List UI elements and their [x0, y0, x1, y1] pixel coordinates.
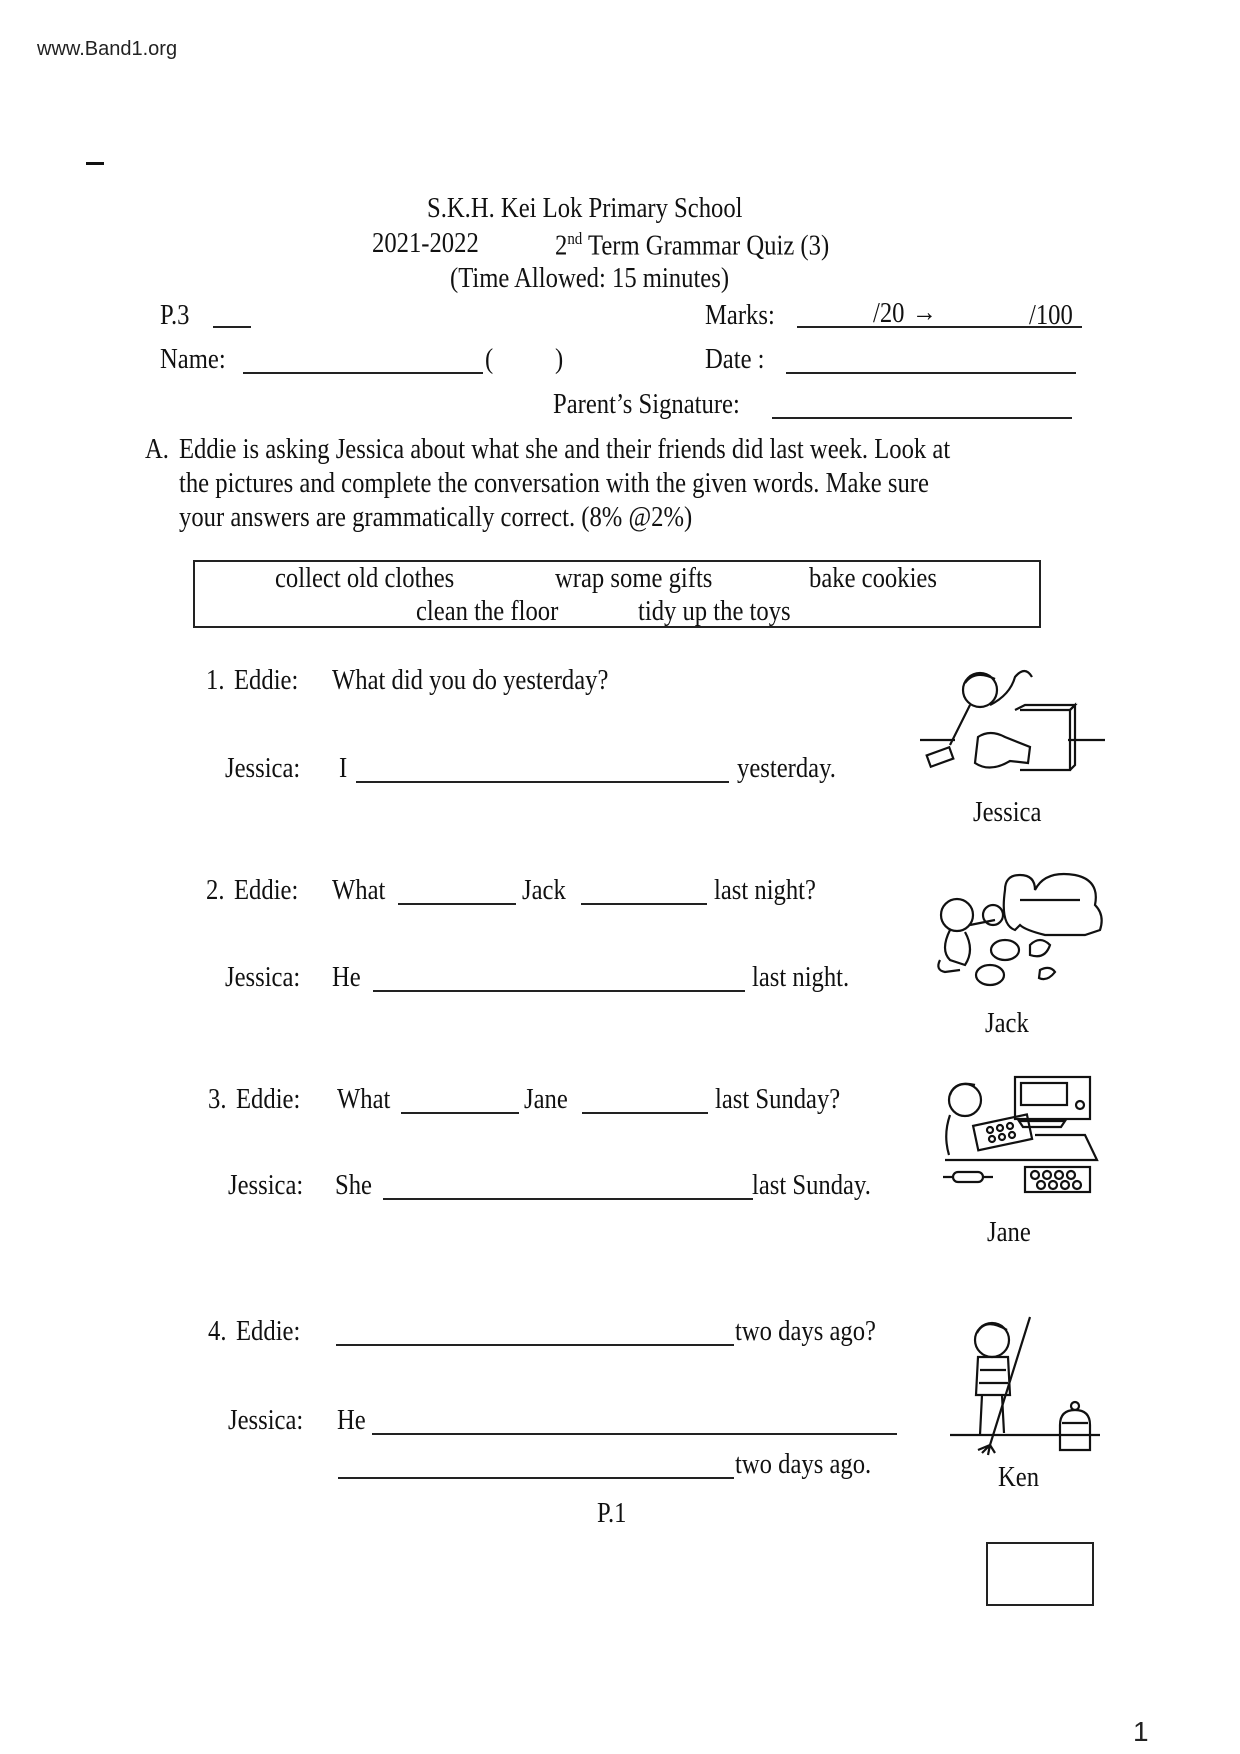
q1-answer-end: yesterday.	[737, 753, 836, 784]
q3-answer-end: last Sunday.	[752, 1170, 871, 1201]
date-label: Date :	[705, 344, 765, 375]
q2-question-part-3: last night?	[714, 875, 816, 906]
q2-answer-speaker: Jessica:	[225, 962, 301, 993]
class-number-open: (	[485, 344, 494, 375]
q1-speaker: Eddie:	[234, 665, 299, 696]
q3-answer-blank[interactable]	[383, 1198, 753, 1200]
name-label: Name:	[160, 344, 226, 375]
q3-number: 3.	[208, 1084, 227, 1115]
q4-answer-start: He	[337, 1405, 366, 1436]
q4-answer-speaker: Jessica:	[228, 1405, 304, 1436]
q3-answer-speaker: Jessica:	[228, 1170, 304, 1201]
school-year: 2021-2022	[372, 228, 479, 259]
jessica-picture	[920, 665, 1110, 785]
word-bank-item: tidy up the toys	[638, 596, 791, 627]
term-number: 2	[555, 230, 568, 262]
q2-question-blank-1[interactable]	[398, 903, 516, 905]
q3-answer-start: She	[335, 1170, 372, 1201]
word-bank	[193, 560, 1041, 628]
marks-label: Marks:	[705, 300, 775, 331]
word-bank-item: clean the floor	[416, 596, 559, 627]
instruction-line-3: your answers are grammatically correct. (8% @2%)	[179, 502, 693, 533]
school-name: S.K.H. Kei Lok Primary School	[427, 193, 743, 224]
picture-label-ken: Ken	[998, 1462, 1040, 1493]
class-label: P.3	[160, 300, 190, 331]
picture-label-jessica: Jessica	[973, 797, 1042, 828]
quiz-title-text: Term Grammar Quiz (3)	[588, 230, 830, 262]
q3-question-part-1: What	[337, 1084, 391, 1115]
q2-question-part-1: What	[332, 875, 386, 906]
q3-speaker: Eddie:	[236, 1084, 301, 1115]
jane-picture	[935, 1075, 1100, 1195]
page-number: 1	[1133, 1716, 1149, 1747]
date-field[interactable]	[786, 372, 1076, 374]
instruction-line-2: the pictures and complete the conversation with the given words. Make sure	[179, 468, 929, 499]
class-number-field[interactable]	[495, 346, 550, 376]
ken-picture	[950, 1315, 1105, 1465]
q2-question-blank-2[interactable]	[581, 903, 707, 905]
class-field[interactable]	[213, 326, 251, 328]
q3-question-part-2: Jane	[524, 1084, 568, 1115]
q2-answer-blank[interactable]	[373, 990, 745, 992]
term-suffix: nd	[567, 229, 583, 248]
q2-number: 2.	[206, 875, 225, 906]
name-field[interactable]	[243, 372, 483, 374]
q1-answer-blank[interactable]	[356, 781, 729, 783]
picture-label-jack: Jack	[985, 1008, 1029, 1039]
q4-answer-blank-1[interactable]	[372, 1433, 897, 1435]
picture-label-jane: Jane	[987, 1217, 1031, 1248]
section-letter: A.	[145, 434, 169, 465]
marks-total: /100	[1029, 300, 1073, 331]
score-box[interactable]	[986, 1542, 1094, 1606]
q1-answer-speaker: Jessica:	[225, 753, 301, 784]
q4-speaker: Eddie:	[236, 1316, 301, 1347]
q2-answer-end: last night.	[752, 962, 850, 993]
scan-mark	[86, 162, 104, 165]
q1-answer-start: I	[339, 753, 348, 784]
q4-question-blank[interactable]	[336, 1344, 734, 1346]
signature-field[interactable]	[772, 417, 1072, 419]
q1-question: What did you do yesterday?	[332, 665, 609, 696]
quiz-title	[555, 230, 829, 260]
marks-out-of: /20	[873, 298, 905, 329]
page-label: P.1	[597, 1498, 627, 1529]
q4-answer-end: two days ago.	[735, 1449, 872, 1480]
q3-question-blank-1[interactable]	[401, 1112, 519, 1114]
time-allowed: (Time Allowed: 15 minutes)	[450, 263, 730, 294]
q2-answer-start: He	[332, 962, 361, 993]
q1-number: 1.	[206, 665, 225, 696]
q2-speaker: Eddie:	[234, 875, 299, 906]
word-bank-item: bake cookies	[809, 563, 937, 594]
q3-question-part-3: last Sunday?	[715, 1084, 841, 1115]
watermark-url: www.Band1.org	[37, 38, 178, 60]
arrow-icon: →	[912, 297, 937, 328]
instruction-line-1: Eddie is asking Jessica about what she and their friends did last week. Look at	[179, 434, 951, 465]
word-bank-item: wrap some gifts	[555, 563, 713, 594]
class-number-close: )	[555, 344, 564, 375]
q3-question-blank-2[interactable]	[582, 1112, 708, 1114]
signature-label: Parent’s Signature:	[553, 389, 740, 420]
q4-number: 4.	[208, 1316, 227, 1347]
word-bank-item: collect old clothes	[275, 563, 455, 594]
q4-answer-blank-2[interactable]	[338, 1477, 734, 1479]
q2-question-part-2: Jack	[522, 875, 566, 906]
jack-picture	[935, 870, 1105, 990]
q4-question-end: two days ago?	[735, 1316, 876, 1347]
